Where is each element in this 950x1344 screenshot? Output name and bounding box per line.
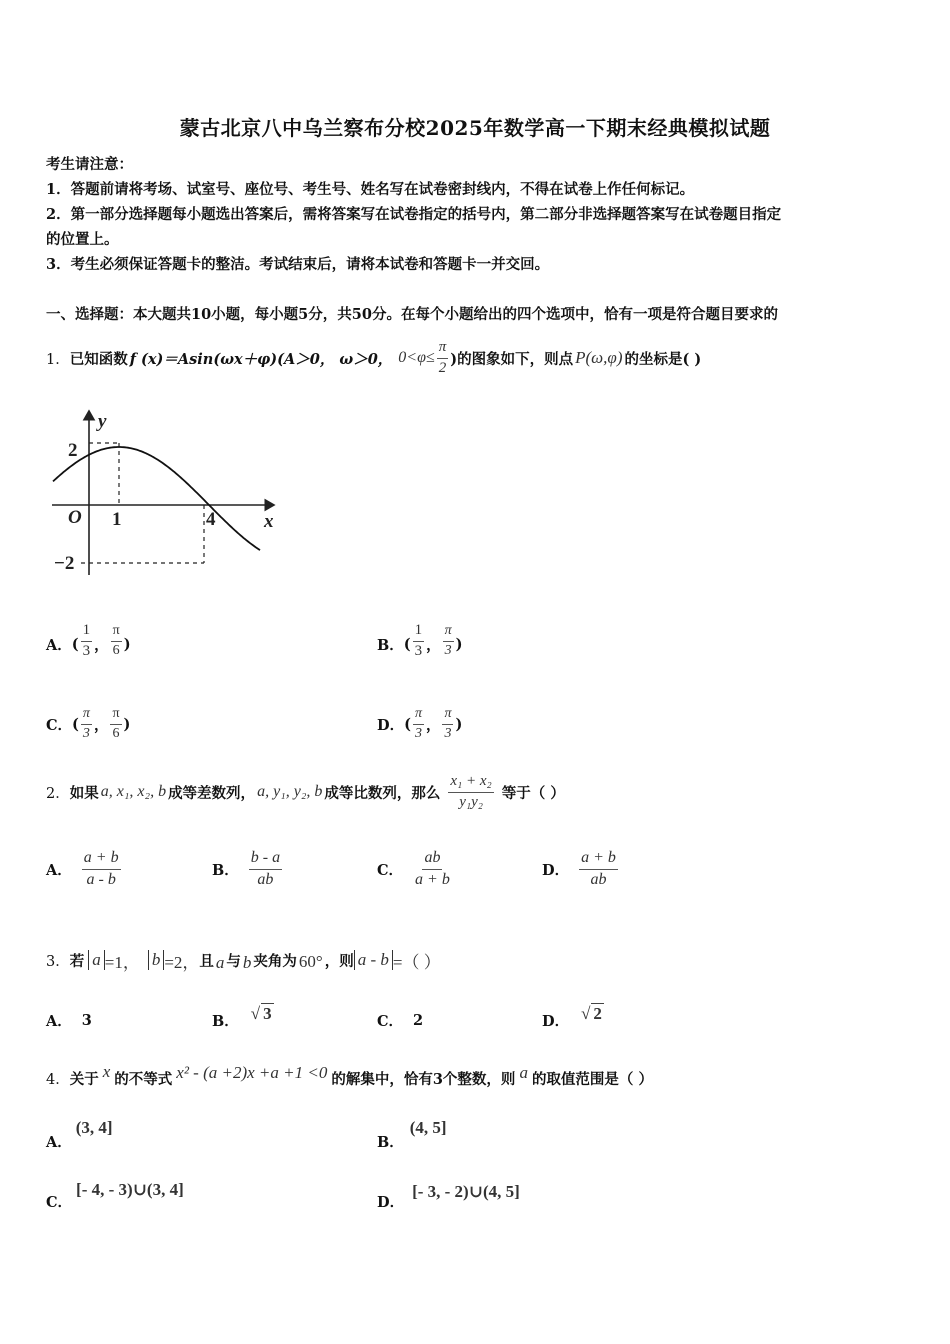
option-a[interactable] bbox=[46, 620, 131, 668]
option-label: B． bbox=[212, 861, 239, 879]
fraction bbox=[81, 623, 93, 660]
numerator: b - a bbox=[249, 850, 282, 870]
notice-item: 的位置上。 bbox=[46, 231, 119, 248]
option-label: D． bbox=[377, 1194, 405, 1211]
sqrt-value: √ 3 bbox=[250, 1003, 272, 1023]
question-text: 成等差数列， bbox=[168, 784, 256, 802]
question-number: 3． bbox=[46, 953, 70, 970]
option-b[interactable] bbox=[377, 620, 463, 668]
fraction bbox=[249, 850, 282, 889]
section-heading: 一、选择题：本大题共10小题，每小题5分，共50分。在每个小题给出的四个选项中，恰有一项是符合题目要求的 bbox=[46, 306, 778, 323]
fraction bbox=[442, 707, 453, 741]
radicand: 2 bbox=[593, 1003, 602, 1023]
denominator: 2 bbox=[438, 359, 447, 376]
question-2 bbox=[46, 762, 565, 822]
denominator: 3 bbox=[414, 725, 422, 741]
denominator: 6 bbox=[112, 725, 120, 741]
numerator: π bbox=[81, 707, 92, 725]
question-number: 2． bbox=[46, 785, 70, 802]
option-d[interactable] bbox=[377, 1172, 520, 1212]
fraction bbox=[111, 624, 122, 658]
denominator: 3 bbox=[82, 642, 91, 659]
notice-item: 1．答题前请将考场、试室号、座位号、考生号、姓名写在试卷密封线内，不得在试卷上作任何标记。 bbox=[46, 181, 695, 198]
option-d[interactable] bbox=[542, 1000, 604, 1040]
fraction bbox=[110, 707, 121, 741]
paren: ) bbox=[455, 715, 463, 733]
option-c[interactable] bbox=[46, 1172, 184, 1212]
sine-graph bbox=[46, 405, 286, 580]
vector-a: a bbox=[215, 953, 225, 972]
separator: ， bbox=[93, 716, 109, 734]
numerator: π bbox=[110, 707, 121, 725]
separator: ， bbox=[94, 636, 109, 654]
numerator: x₁ + x₂ bbox=[448, 774, 493, 793]
equation: =1， bbox=[104, 952, 140, 972]
numerator: ab bbox=[422, 850, 442, 870]
notice-item: 2．第一部分选择题每小题选出答案后，需将答案写在试卷指定的括号内，第二部分非选择题答案写在试卷题目指定 bbox=[46, 206, 782, 223]
numerator: π bbox=[437, 340, 449, 359]
numerator: 1 bbox=[81, 623, 93, 642]
option-label: B． bbox=[212, 1012, 239, 1030]
option-label: D． bbox=[542, 1012, 570, 1030]
option-label: A． bbox=[46, 636, 72, 654]
denominator: a - b bbox=[86, 870, 116, 888]
numerator: a + b bbox=[579, 850, 618, 870]
numerator: π bbox=[111, 624, 122, 642]
denominator: 3 bbox=[444, 642, 452, 658]
abs-difference: a - b bbox=[354, 950, 393, 970]
point-p: P(ω,φ) bbox=[575, 348, 623, 367]
abs-b: b bbox=[148, 950, 165, 970]
option-label: C． bbox=[377, 861, 404, 879]
paren: ( bbox=[71, 635, 79, 653]
fraction bbox=[579, 850, 618, 889]
pi-over-two bbox=[437, 340, 449, 377]
option-value: [- 4, - 3)∪(3, 4] bbox=[76, 1180, 184, 1199]
denominator: ab bbox=[257, 870, 274, 888]
question-text: 若 bbox=[69, 952, 85, 970]
sequence-geo: a, y₁, y₂, b bbox=[257, 783, 323, 800]
inequality: x² - (a +2)x +a +1 <0 bbox=[176, 1063, 328, 1082]
question-text: 的取值范围是（ ） bbox=[531, 1070, 653, 1088]
paren: ( bbox=[404, 715, 411, 733]
fraction bbox=[413, 707, 424, 741]
option-value: (4, 5] bbox=[409, 1118, 447, 1137]
option-c[interactable] bbox=[377, 1000, 423, 1040]
question-text: 等于（ ） bbox=[501, 784, 565, 802]
vector-b: b bbox=[242, 953, 252, 972]
denominator: a + b bbox=[415, 870, 450, 888]
paren: ) bbox=[123, 715, 131, 733]
option-label: B． bbox=[377, 1134, 404, 1151]
sequence-arith: a, x₁, x₂, b bbox=[100, 783, 167, 800]
question-4 bbox=[46, 1058, 653, 1098]
equation: =2， bbox=[164, 952, 200, 972]
y-tick-top: 2 bbox=[68, 440, 78, 461]
question-text: 的坐标是( ) bbox=[624, 350, 702, 368]
option-label: B． bbox=[377, 636, 404, 654]
fraction bbox=[81, 707, 92, 741]
option-value: [- 3, - 2)∪(4, 5] bbox=[412, 1182, 520, 1201]
y-tick-bottom: −2 bbox=[54, 553, 75, 574]
question-number: 4． bbox=[46, 1071, 70, 1088]
numerator: π bbox=[443, 624, 454, 642]
option-b[interactable] bbox=[212, 844, 284, 894]
abs-a: a bbox=[88, 950, 105, 970]
option-label: C． bbox=[377, 1012, 404, 1030]
separator: ， bbox=[425, 716, 441, 734]
function-expression: f (x)＝Asin(ωx＋φ)(A＞0， ω＞0， bbox=[129, 350, 393, 368]
question-text: 夹角为 bbox=[253, 952, 297, 970]
fraction bbox=[443, 624, 454, 658]
variable-x: x bbox=[102, 1062, 111, 1081]
question-text: 成等比数列，那么 bbox=[324, 784, 441, 802]
question-text: ，则 bbox=[324, 952, 354, 970]
question-number: 1． bbox=[46, 351, 70, 368]
option-value: (3, 4] bbox=[75, 1118, 113, 1137]
angle: 60° bbox=[298, 952, 323, 971]
question-text: 关于 bbox=[69, 1070, 99, 1088]
sine-curve bbox=[53, 447, 260, 550]
denominator: 3 bbox=[444, 725, 452, 741]
question-text: 与 bbox=[226, 952, 241, 970]
option-d[interactable] bbox=[377, 700, 462, 748]
option-d[interactable] bbox=[542, 844, 620, 894]
x-tick-1: 1 bbox=[112, 509, 122, 530]
question-text: =（ ） bbox=[392, 952, 441, 972]
denominator: ab bbox=[590, 870, 607, 888]
option-value: 3 bbox=[81, 1011, 92, 1029]
fraction bbox=[448, 774, 493, 811]
option-b[interactable] bbox=[377, 1112, 447, 1152]
question-text: 且 bbox=[199, 952, 214, 970]
notice-item: 3．考生必须保证答题卡的整洁。考试结束后，请将本试卷和答题卡一并交回。 bbox=[46, 256, 550, 273]
radicand: 3 bbox=[263, 1003, 272, 1023]
option-value: 2 bbox=[413, 1011, 424, 1029]
origin-label: O bbox=[68, 507, 82, 528]
numerator: 1 bbox=[413, 623, 425, 642]
page-title: 蒙古北京八中乌兰察布分校2025年数学高一下期末经典模拟试题 bbox=[179, 116, 771, 140]
paren: ) bbox=[123, 635, 131, 653]
paren: ) bbox=[455, 635, 463, 653]
option-label: A． bbox=[46, 1012, 72, 1030]
x-tick-4: 4 bbox=[206, 509, 216, 530]
option-label: C． bbox=[46, 1194, 73, 1211]
question-1 bbox=[46, 334, 701, 382]
option-c[interactable] bbox=[46, 700, 130, 748]
sqrt-value: √ 2 bbox=[581, 1003, 602, 1023]
option-c[interactable] bbox=[377, 844, 454, 894]
numerator: π bbox=[413, 707, 424, 725]
parameter-a: a bbox=[519, 1063, 528, 1082]
numerator: a + b bbox=[82, 850, 121, 870]
option-label: D． bbox=[377, 716, 405, 734]
paren: ( bbox=[403, 635, 411, 653]
denominator: 3 bbox=[414, 642, 423, 659]
fraction bbox=[413, 850, 452, 889]
option-a[interactable] bbox=[46, 1000, 92, 1040]
separator: ， bbox=[426, 636, 441, 654]
notice-heading: 考生请注意： bbox=[46, 156, 133, 173]
question-text: 的解集中，恰有3个整数，则 bbox=[331, 1070, 516, 1088]
paren: ( bbox=[72, 715, 79, 733]
numerator: π bbox=[442, 707, 453, 725]
option-a[interactable] bbox=[46, 844, 123, 894]
x-label: x bbox=[264, 511, 274, 532]
option-a[interactable] bbox=[46, 1112, 113, 1152]
question-text: 已知函数 bbox=[69, 350, 128, 368]
denominator: 3 bbox=[82, 725, 90, 741]
option-b[interactable] bbox=[212, 1000, 274, 1040]
fraction bbox=[413, 623, 425, 660]
option-label: A． bbox=[46, 861, 72, 879]
question-text: 如果 bbox=[69, 784, 99, 802]
option-label: D． bbox=[542, 861, 570, 879]
y-label: y bbox=[98, 411, 107, 432]
denominator: y₁y₂ bbox=[459, 793, 483, 810]
question-text: 的不等式 bbox=[114, 1070, 173, 1088]
phi-condition: 0<φ≤ bbox=[398, 349, 435, 366]
option-label: C． bbox=[46, 716, 73, 734]
question-text: )的图象如下，则点 bbox=[450, 350, 574, 368]
fraction bbox=[82, 850, 121, 889]
denominator: 6 bbox=[112, 642, 120, 658]
question-3 bbox=[46, 940, 441, 980]
option-label: A． bbox=[46, 1134, 72, 1151]
